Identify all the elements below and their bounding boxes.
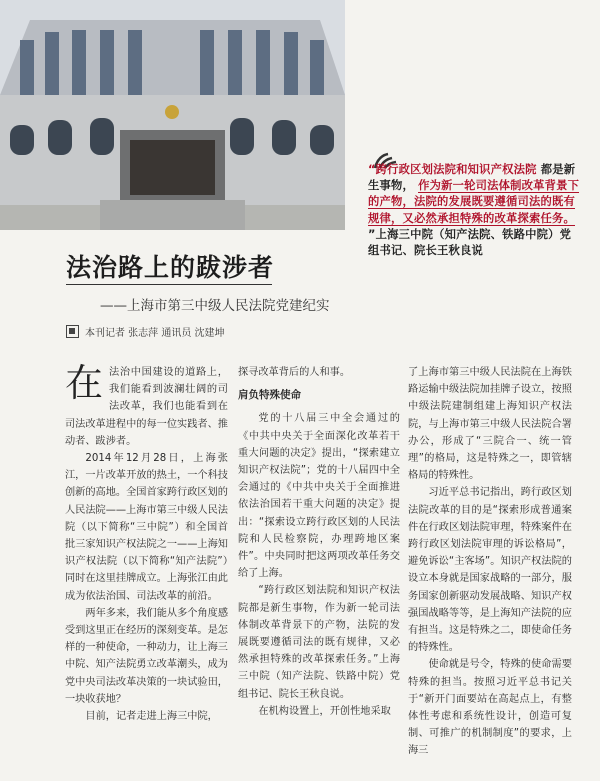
col3-para1: 习近平总书记指出，跨行政区划法院改革的目的是“探索形成普通案件在行政区划法院审理，特殊案件在跨行政区划法院审理的诉讼格局”，避免诉讼“主客场”。知识产权法院的设立本身就是国家战略的一部分，服务国家创新驱动发展战略、知识产权强国战略等等，是上海知产法院的应有担当。这是特殊之二，即使命任务的特殊性。: [408, 487, 572, 654]
col1-para2: 2014年12月28日，上海张江，一片改革开放的热土，一个科技创新的高地。全国首家跨行政区划的人民法院——上海市第三中级人民法院（以下简称“三中院”）和全国首批三家知识产权法院之一——上海知识产权法院（以下简称“知产法院”）同时在这里挂牌成立。上海张江由此成为依法治国、司法改革的前沿。: [65, 453, 228, 602]
column-1: [65, 361, 229, 725]
drop-cap: 在: [65, 361, 104, 405]
col2-para0: 探寻改革背后的人和事。: [238, 367, 351, 378]
title-rule: [66, 284, 272, 285]
court-building-photo: [0, 0, 345, 230]
section-heading: 肩负特殊使命: [238, 389, 301, 402]
col2-para3: 在机构设置上，开创性地采取: [258, 705, 391, 717]
quote-part4: ”上海三中院（知产法院、铁路中院）党组书记、院长王秋良说: [368, 227, 572, 258]
col2-para2: “跨行政区划法院和知识产权法院都是新生事物，作为新一轮司法体制改革背景下的产物，法院的发展既要遵循司法的既有规律，又必然承担特殊的改革探索任务。”上海三中院（知产法院、铁路中院）党组书记、院长王秋良说。: [238, 585, 400, 700]
pull-quote: [368, 162, 582, 259]
author-icon: [66, 325, 79, 338]
col2-para1: 党的十八届三中全会通过的《中共中央关于全面深化改革若干重大问题的决定》提出，“探索建立知识产权法院”；党的十八届四中全会通过的《中共中央关于全面推进依法治国若干重大问题的决定》提出：“探索设立跨行政区划的人民法院和人民检察院，办理跨地区案件”。中央同时把这两项改革任务交给了上海。: [238, 413, 400, 580]
article-subtitle: ——上海市第三中级人民法院党建纪实: [100, 298, 330, 314]
col3-para2: 使命就是号令，特殊的使命需要特殊的担当。按照习近平总书记关于“新开门面要站在高起点上，有整体性考虑和系统性设计，创造可复制、可推广的机制制度”的要求，上海三: [408, 659, 572, 757]
byline-text: 本刊记者 张志萍 通讯员 沈建坤: [85, 328, 225, 339]
column-2: [238, 364, 400, 720]
quote-part2: 都是新生事物，: [368, 163, 576, 193]
byline: [66, 324, 225, 339]
col3-para0: 了上海市第三中级人民法院在上海铁路运输中级法院加挂牌子设立，按照中级法院建制组建上海知识产权法院，与上海市第三中级人民法院合署办公，形成了“三院合一、统一管理”的格局，这是特殊之一，即管辖格局的特殊性。: [408, 367, 572, 482]
col1-para1: 法治中国建设的道路上，我们能看到波澜壮阔的司法改革，我们也能看到在司法改革进程中的每一位实践者、推动者、跋涉者。: [65, 367, 228, 447]
quote-part1: “跨行政区划法院和知识产权法院: [368, 163, 537, 176]
article-title: 法治路上的跋涉者: [66, 253, 275, 282]
col1-para4: 目前，记者走进上海三中院，: [85, 711, 218, 723]
col1-para3: 两年多来，我们能从多个角度感受到这里正在经历的深刻变革。是怎样的一种使命，一种动力，让上海三中院、知产法院勇立改革潮头，成为党中央司法改革决策的一块试验田，一块收获地？: [65, 607, 229, 705]
column-3: [408, 364, 572, 760]
quote-part3: 作为新一轮司法体制改革背景下的产物，法院的发展既要遵循司法的既有规律，又必然承担特殊的改革探索任务。: [368, 179, 580, 225]
